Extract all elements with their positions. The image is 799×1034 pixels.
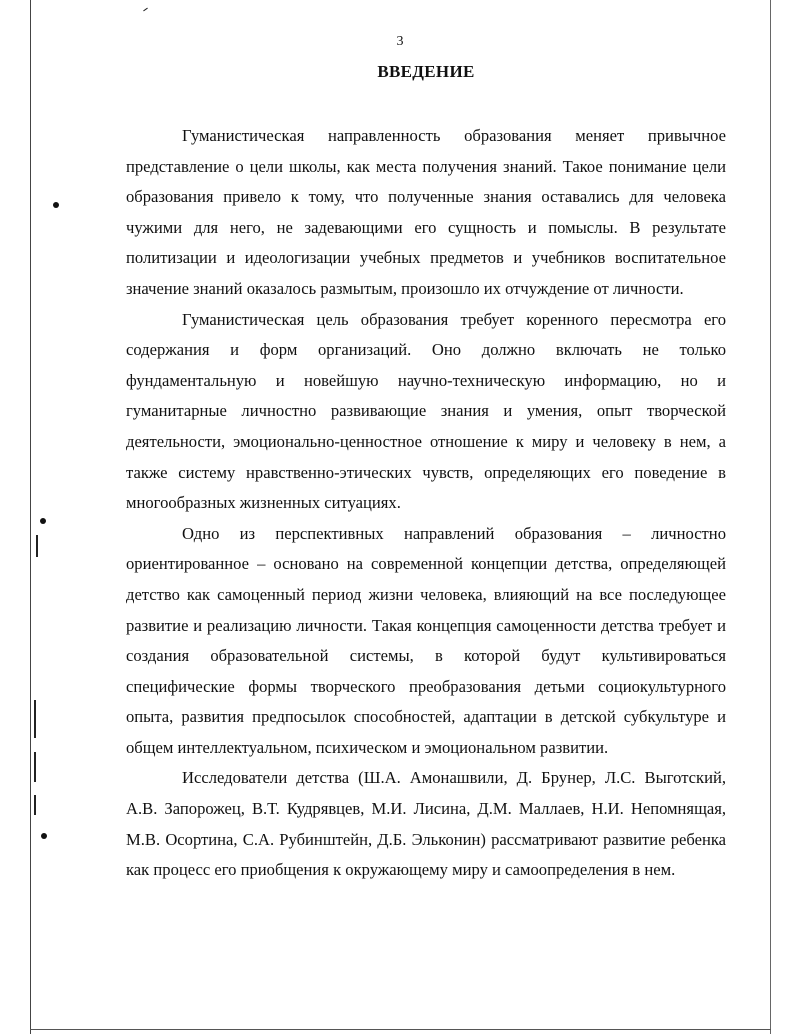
scan-mark — [34, 700, 36, 738]
scan-left-edge — [30, 0, 31, 1034]
page-title: ВВЕДЕНИЕ — [377, 62, 475, 81]
page-number: 3 — [396, 34, 404, 49]
body-text — [126, 121, 726, 886]
scan-speck — [53, 202, 59, 208]
scan-speck — [40, 518, 46, 524]
scan-mark — [34, 752, 36, 782]
scan-bottom-edge — [30, 1029, 771, 1030]
scan-speck — [41, 833, 47, 839]
paragraph: Исследователи детства (Ш.А. Амонашвили, Д. Брунер, Л.С. Выготский, А.В. Запорожец, В.Т. Кудрявцев, М.И. Лисина, Д.М. Маллаев, Н.И. Непомнящая, М.В. Осортина, С.А. Рубинштейн, Д.Б. Эльконин) рассматривают развитие ребенка как процесс его приобщения к окружающему миру и самоопределения в нем. — [126, 768, 726, 880]
scan-mark — [34, 795, 36, 815]
scan-mark — [36, 535, 38, 557]
scan-right-edge — [770, 0, 771, 1034]
scan-mark — [143, 8, 148, 12]
paragraph: Гуманистическая цель образования требует коренного пересмотра его содержания и форм организаций. Оно должно включать не только фундаментальную и новейшую научно-техническую информацию, но и гуманитарные личностно развивающие знания и умения, опыт творческой деятельности, эмоционально-ценностное отношение к миру и человеку в нем, а также систему нравственно-этических чувств, определяющих его поведение в многообразных жизненных ситуациях. — [126, 309, 726, 513]
paragraph: Гуманистическая направленность образования меняет привычное представление о цели школы, как места получения знаний. Такое понимание цели образования привело к тому, что полученные знания оставались для человека чужими для него, не задевающими его сущность и помыслы. В результате политизации и идеологизации учебных предметов и учебников воспитательное значение знаний оказалось размытым, произошло их отчуждение от личности. — [126, 126, 726, 298]
paragraph: Одно из перспективных направлений образования – личностно ориентированное – основано на современной концепции детства, определяющей детство как самоценный период жизни человека, влияющий на все последующее развитие и реализацию личности. Такая концепция самоценности детства требует и создания образовательной системы, в которой будут культивироваться специфические формы творческого преобразования детьми социокультурного опыта, развития предпосылок способностей, адаптации в детской субкультуре и общем интеллектуальном, психическом и эмоциональном развитии. — [126, 523, 726, 757]
